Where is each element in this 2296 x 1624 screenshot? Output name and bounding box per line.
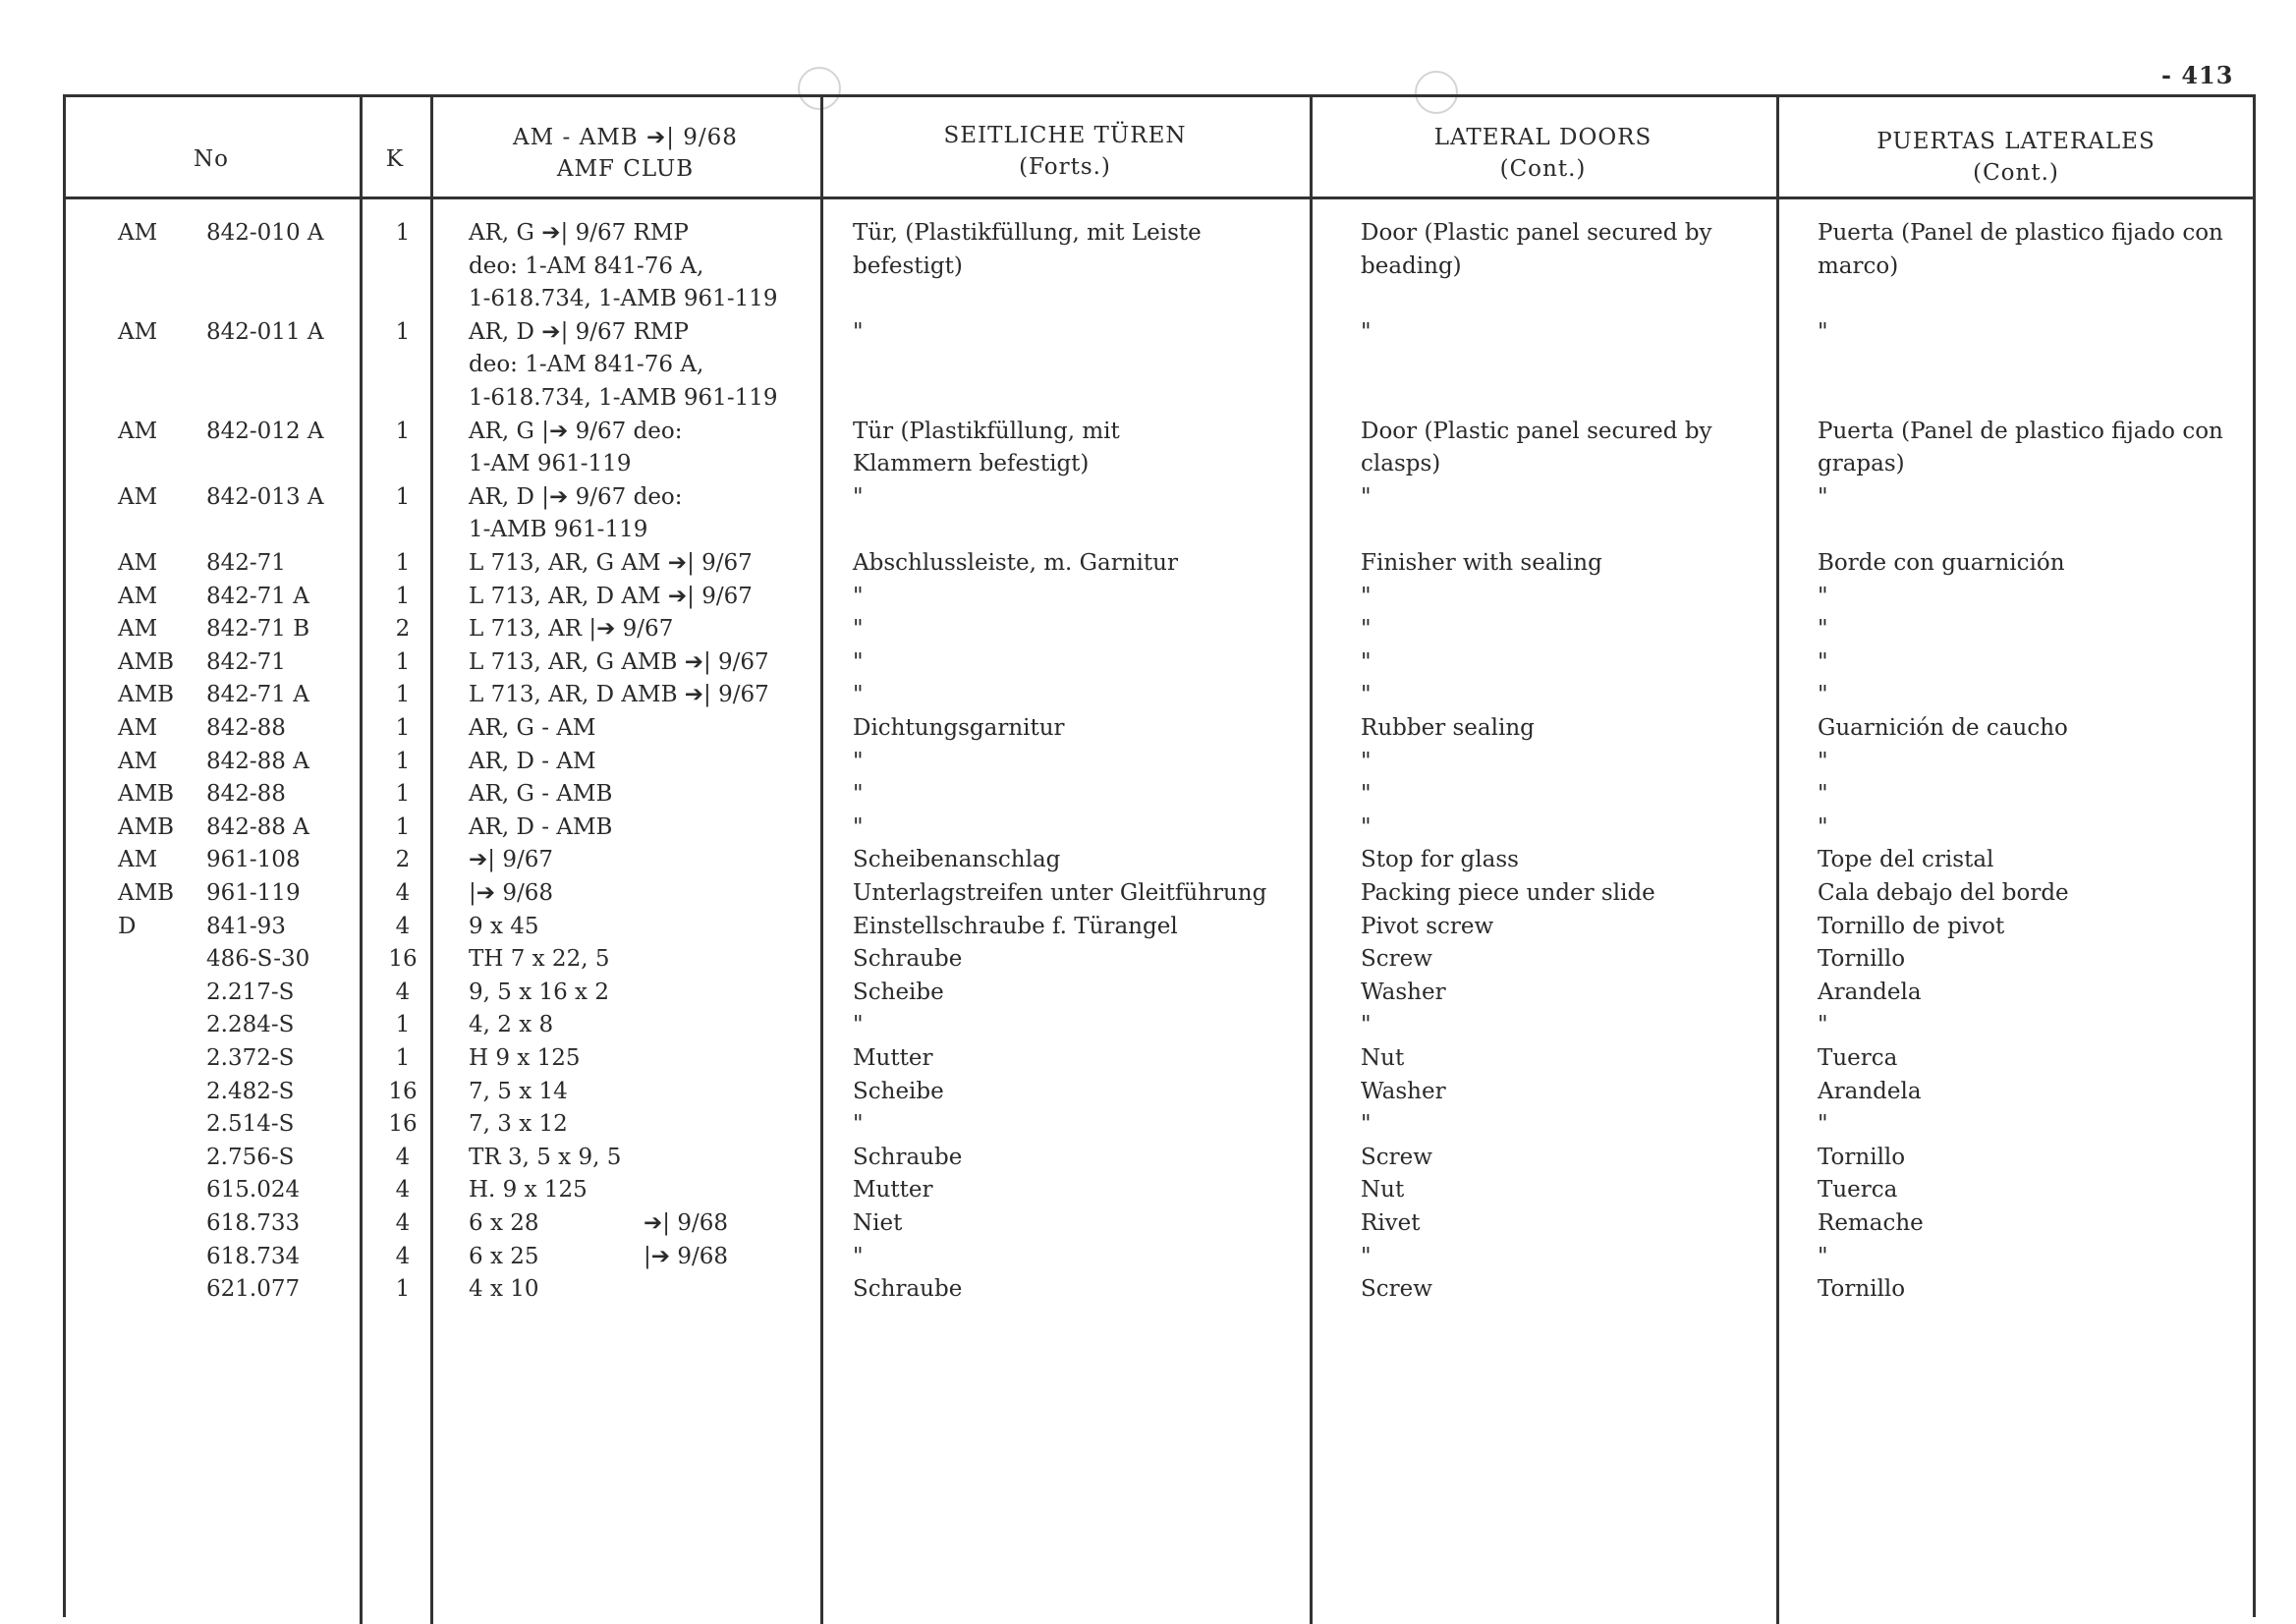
english-description: "	[1361, 748, 1372, 774]
german-description: "	[853, 781, 864, 808]
spanish-description: Tuerca	[1818, 1177, 1898, 1204]
part-prefix: AMB	[118, 880, 175, 906]
quantity: 1	[395, 781, 411, 808]
quantity: 1	[395, 583, 411, 609]
table-row	[0, 1107, 2296, 1141]
quantity: 1	[395, 550, 411, 576]
german-description: Scheibe	[853, 1078, 944, 1104]
table-row	[0, 447, 2296, 480]
model-reference: 7, 3 x 12	[469, 1111, 568, 1138]
table-row	[0, 811, 2296, 844]
english-description: "	[1361, 318, 1372, 345]
english-description: Washer	[1361, 979, 1446, 1005]
header-english-sub: (Cont.)	[1499, 156, 1587, 182]
part-number: 961-108	[206, 847, 301, 873]
spanish-description: "	[1818, 781, 1828, 808]
german-description: Tür (Plastikfüllung, mit	[853, 418, 1120, 444]
german-description: "	[853, 1111, 864, 1138]
model-reference: 1-618.734, 1-AMB 961-119	[469, 286, 778, 312]
header-model	[430, 122, 820, 185]
german-description: Abschlussleiste, m. Garnitur	[853, 550, 1178, 576]
part-prefix: D	[118, 913, 137, 939]
german-description: Schraube	[853, 1144, 963, 1170]
table-row	[0, 843, 2296, 876]
quantity: 1	[395, 318, 411, 345]
model-reference: H 9 x 125	[469, 1045, 581, 1071]
quantity: 4	[395, 880, 411, 906]
english-description: "	[1361, 583, 1372, 609]
table-row	[0, 976, 2296, 1009]
model-reference: 4 x 10	[469, 1276, 539, 1303]
header-model-line2: AMF CLUB	[556, 156, 695, 182]
part-number: 842-71 B	[206, 616, 310, 643]
english-description: "	[1361, 616, 1372, 643]
part-number: 2.372-S	[206, 1045, 295, 1071]
part-number: 842-011 A	[206, 318, 324, 345]
part-number: 842-88	[206, 715, 286, 741]
table-row	[0, 315, 2296, 349]
model-reference: TR 3, 5 x 9, 5	[469, 1144, 622, 1170]
quantity: 1	[395, 418, 411, 444]
english-description: Nut	[1361, 1045, 1405, 1071]
model-reference: L 713, AR, G AMB ➔| 9/67	[469, 648, 769, 675]
spanish-description: Borde con guarnición	[1818, 550, 2065, 576]
spanish-description: "	[1818, 616, 1828, 643]
table-row	[0, 876, 2296, 910]
german-description: Schraube	[853, 1276, 963, 1303]
german-description: befestigt)	[853, 252, 963, 279]
part-prefix: AMB	[118, 682, 175, 708]
table-row	[0, 777, 2296, 811]
part-number: 842-71	[206, 648, 286, 675]
header-divider	[63, 196, 2256, 199]
quantity: 4	[395, 979, 411, 1005]
model-reference: H. 9 x 125	[469, 1177, 588, 1204]
table-row	[0, 513, 2296, 546]
part-prefix: AMB	[118, 648, 175, 675]
part-prefix: AM	[118, 748, 158, 774]
quantity: 1	[395, 1012, 411, 1038]
english-description: "	[1361, 483, 1372, 510]
table-row	[0, 711, 2296, 745]
model-arrow-note: |➔ 9/68	[644, 1243, 728, 1269]
header-no: No	[194, 146, 229, 172]
quantity: 1	[395, 715, 411, 741]
model-reference: AR, G |➔ 9/67 deo:	[469, 418, 683, 444]
quantity: 1	[395, 220, 411, 246]
quantity: 4	[395, 1144, 411, 1170]
spanish-description: "	[1818, 813, 1828, 840]
part-number: 842-71	[206, 550, 286, 576]
german-description: Mutter	[853, 1177, 933, 1204]
spanish-description: grapas)	[1818, 451, 1905, 477]
header-k: K	[385, 146, 405, 172]
model-reference: |➔ 9/68	[469, 880, 553, 906]
spanish-description: Arandela	[1818, 979, 1922, 1005]
table-row	[0, 381, 2296, 415]
english-description: beading)	[1361, 252, 1462, 279]
table-row	[0, 1272, 2296, 1306]
spanish-description: Puerta (Panel de plastico fijado con	[1818, 418, 2223, 444]
english-description: "	[1361, 682, 1372, 708]
english-description: "	[1361, 648, 1372, 675]
spanish-description: "	[1818, 483, 1828, 510]
english-description: Washer	[1361, 1078, 1446, 1104]
german-description: Einstellschraube f. Türangel	[853, 913, 1178, 939]
english-description: Finisher with sealing	[1361, 550, 1602, 576]
model-reference: AR, G - AM	[469, 715, 596, 741]
header-english-title: LATERAL DOORS	[1433, 125, 1652, 150]
part-number: 841-93	[206, 913, 286, 939]
part-prefix: AM	[118, 418, 158, 444]
spanish-description: Tornillo	[1818, 1144, 1906, 1170]
part-number: 615.024	[206, 1177, 301, 1204]
part-number: 2.217-S	[206, 979, 295, 1005]
part-prefix: AM	[118, 583, 158, 609]
part-number: 2.482-S	[206, 1078, 295, 1104]
part-number: 618.734	[206, 1243, 301, 1269]
english-description: Screw	[1361, 1144, 1432, 1170]
part-number: 2.284-S	[206, 1012, 295, 1038]
english-description: Door (Plastic panel secured by	[1361, 418, 1712, 444]
part-prefix: AM	[118, 550, 158, 576]
table-row	[0, 1206, 2296, 1240]
model-reference: AR, D - AM	[469, 748, 596, 774]
table-row	[0, 580, 2296, 613]
table-row	[0, 348, 2296, 381]
quantity: 1	[395, 1276, 411, 1303]
header-model-line1: AM - AMB ➔| 9/68	[513, 125, 738, 150]
german-description: "	[853, 318, 864, 345]
english-description: "	[1361, 1243, 1372, 1269]
table-row	[0, 415, 2296, 448]
table-row	[0, 678, 2296, 711]
german-description: "	[853, 1012, 864, 1038]
quantity: 1	[395, 648, 411, 675]
quantity: 4	[395, 1243, 411, 1269]
english-description: Pivot screw	[1361, 913, 1494, 939]
german-description: Dichtungsgarnitur	[853, 715, 1065, 741]
table-row	[0, 546, 2296, 580]
english-description: Packing piece under slide	[1361, 880, 1655, 906]
part-number: 2.756-S	[206, 1144, 295, 1170]
header-spanish-title: PUERTAS LATERALES	[1876, 129, 2156, 154]
spanish-description: marco)	[1818, 252, 1899, 279]
german-description: "	[853, 682, 864, 708]
quantity: 16	[388, 1078, 418, 1104]
english-description: Screw	[1361, 946, 1432, 973]
quantity: 4	[395, 913, 411, 939]
quantity: 1	[395, 682, 411, 708]
model-reference: 1-618.734, 1-AMB 961-119	[469, 385, 778, 411]
model-reference: AR, G ➔| 9/67 RMP	[469, 220, 689, 246]
header-german	[820, 120, 1310, 183]
spanish-description: Tope del cristal	[1818, 847, 1994, 873]
spanish-description: "	[1818, 1243, 1828, 1269]
english-description: Screw	[1361, 1276, 1432, 1303]
header-english	[1310, 122, 1776, 185]
model-reference: AR, D - AMB	[469, 813, 613, 840]
quantity: 16	[388, 1111, 418, 1138]
spanish-description: Tornillo de pivot	[1818, 913, 2005, 939]
table-row	[0, 1240, 2296, 1273]
quantity: 1	[395, 748, 411, 774]
part-number: 842-012 A	[206, 418, 324, 444]
part-number: 842-010 A	[206, 220, 324, 246]
model-reference: deo: 1-AM 841-76 A,	[469, 252, 704, 279]
model-reference: 6 x 25	[469, 1243, 539, 1269]
english-description: Rivet	[1361, 1210, 1421, 1236]
german-description: "	[853, 813, 864, 840]
model-reference: deo: 1-AM 841-76 A,	[469, 352, 704, 378]
part-number: 842-71 A	[206, 583, 309, 609]
spanish-description: Guarnición de caucho	[1818, 715, 2068, 741]
model-reference: L 713, AR, D AMB ➔| 9/67	[469, 682, 769, 708]
german-description: Scheibenanschlag	[853, 847, 1061, 873]
quantity: 4	[395, 1210, 411, 1236]
german-description: Scheibe	[853, 979, 944, 1005]
model-reference: 6 x 28	[469, 1210, 539, 1236]
table-row	[0, 480, 2296, 514]
part-number: 621.077	[206, 1276, 301, 1303]
table-row	[0, 942, 2296, 976]
english-description: clasps)	[1361, 451, 1441, 477]
table-row	[0, 1075, 2296, 1108]
model-reference: TH 7 x 22, 5	[469, 946, 610, 973]
part-number: 842-88 A	[206, 813, 309, 840]
part-prefix: AM	[118, 318, 158, 345]
english-description: Nut	[1361, 1177, 1405, 1204]
table-row	[0, 282, 2296, 315]
german-description: "	[853, 748, 864, 774]
quantity: 4	[395, 1177, 411, 1204]
part-prefix: AM	[118, 847, 158, 873]
spanish-description: "	[1818, 682, 1828, 708]
english-description: "	[1361, 781, 1372, 808]
model-reference: AR, D |➔ 9/67 deo:	[469, 483, 683, 510]
part-number: 486-S-30	[206, 946, 310, 973]
english-description: "	[1361, 1111, 1372, 1138]
model-reference: 7, 5 x 14	[469, 1078, 568, 1104]
model-reference: L 713, AR |➔ 9/67	[469, 616, 674, 643]
quantity: 1	[395, 813, 411, 840]
quantity: 1	[395, 1045, 411, 1071]
spanish-description: "	[1818, 318, 1828, 345]
table-row	[0, 1008, 2296, 1041]
part-number: 2.514-S	[206, 1111, 295, 1138]
part-prefix: AMB	[118, 781, 175, 808]
quantity: 2	[395, 616, 411, 643]
german-description: Niet	[853, 1210, 903, 1236]
table-row	[0, 1173, 2296, 1206]
table-row	[0, 612, 2296, 645]
table-row	[0, 216, 2296, 250]
german-description: Unterlagstreifen unter Gleitführung	[853, 880, 1267, 906]
model-reference: ➔| 9/67	[469, 847, 553, 873]
english-description: Stop for glass	[1361, 847, 1519, 873]
part-number: 842-013 A	[206, 483, 324, 510]
quantity: 1	[395, 483, 411, 510]
german-description: Klammern befestigt)	[853, 451, 1090, 477]
part-number: 842-88	[206, 781, 286, 808]
part-number: 842-88 A	[206, 748, 309, 774]
header-spanish-sub: (Cont.)	[1973, 160, 2059, 186]
table-row	[0, 250, 2296, 283]
model-reference: AR, D ➔| 9/67 RMP	[469, 318, 689, 345]
table-row	[0, 1041, 2296, 1075]
english-description: "	[1361, 1012, 1372, 1038]
spanish-description: Puerta (Panel de plastico fijado con	[1818, 220, 2223, 246]
model-reference: L 713, AR, D AM ➔| 9/67	[469, 583, 753, 609]
german-description: "	[853, 583, 864, 609]
english-description: Rubber sealing	[1361, 715, 1535, 741]
header-spanish	[1776, 126, 2256, 189]
model-reference: L 713, AR, G AM ➔| 9/67	[469, 550, 753, 576]
part-prefix: AM	[118, 715, 158, 741]
german-description: "	[853, 483, 864, 510]
model-arrow-note: ➔| 9/68	[644, 1210, 728, 1236]
german-description: "	[853, 1243, 864, 1269]
german-description: "	[853, 616, 864, 643]
spanish-description: Tuerca	[1818, 1045, 1898, 1071]
spanish-description: Tornillo	[1818, 946, 1906, 973]
part-number: 961-119	[206, 880, 301, 906]
german-description: Tür, (Plastikfüllung, mit Leiste	[853, 220, 1202, 246]
part-number: 618.733	[206, 1210, 301, 1236]
english-description: "	[1361, 813, 1372, 840]
german-description: Schraube	[853, 946, 963, 973]
quantity: 16	[388, 946, 418, 973]
spanish-description: "	[1818, 648, 1828, 675]
part-number: 842-71 A	[206, 682, 309, 708]
spanish-description: "	[1818, 583, 1828, 609]
header-german-sub: (Forts.)	[1019, 154, 1111, 180]
part-prefix: AMB	[118, 813, 175, 840]
spanish-description: "	[1818, 1111, 1828, 1138]
model-reference: 4, 2 x 8	[469, 1012, 554, 1038]
part-prefix: AM	[118, 483, 158, 510]
page-number: - 413	[2161, 61, 2234, 89]
table-row	[0, 645, 2296, 679]
part-prefix: AM	[118, 220, 158, 246]
quantity: 2	[395, 847, 411, 873]
model-reference: AR, G - AMB	[469, 781, 613, 808]
header-german-title: SEITLICHE TÜREN	[943, 123, 1187, 148]
model-reference: 9, 5 x 16 x 2	[469, 979, 609, 1005]
german-description: Mutter	[853, 1045, 933, 1071]
model-reference: 1-AM 961-119	[469, 451, 632, 477]
spanish-description: Remache	[1818, 1210, 1924, 1236]
german-description: "	[853, 648, 864, 675]
spanish-description: Cala debajo del borde	[1818, 880, 2069, 906]
spanish-description: "	[1818, 1012, 1828, 1038]
spanish-description: "	[1818, 748, 1828, 774]
spanish-description: Tornillo	[1818, 1276, 1906, 1303]
table-row	[0, 745, 2296, 778]
model-reference: 1-AMB 961-119	[469, 517, 648, 543]
table-row	[0, 1141, 2296, 1174]
spanish-description: Arandela	[1818, 1078, 1922, 1104]
table-row	[0, 910, 2296, 943]
english-description: Door (Plastic panel secured by	[1361, 220, 1712, 246]
part-prefix: AM	[118, 616, 158, 643]
model-reference: 9 x 45	[469, 913, 539, 939]
